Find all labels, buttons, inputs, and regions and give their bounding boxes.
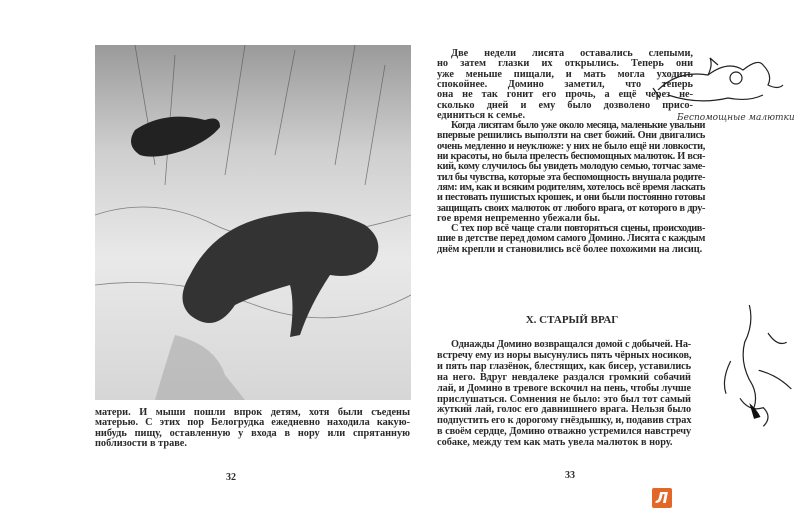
fox-illustration (95, 45, 411, 400)
text-line: защищать своих малюток от любого врага, от которого в дру- (437, 202, 705, 214)
publisher-logo (652, 488, 672, 508)
text-line: но затем глазки их открылись. Теперь они (437, 58, 693, 70)
text-line: поблизости в траве. (95, 437, 187, 449)
text-line: нибудь пищу, оставленную у входа в нору или спрятанную (95, 427, 410, 439)
text-line: единиться к семье. (437, 109, 526, 121)
text-line: в своём сердце, Домино отважно устремился навстречу (437, 426, 691, 438)
text-line: впервые решились выползти на свет божий. Они двигались (437, 130, 705, 142)
illustration-caption: Беспомощные малютки (677, 113, 795, 123)
text-line: кий, кому случилось бы увидеть молодую семью, тотчас заме- (437, 161, 705, 173)
text-line: лям: им, как и всяким родителям, хотелось всё время ласкать (437, 181, 705, 193)
text-line: Две недели лисята оставались слепыми, (451, 48, 693, 59)
text-line: и пестовать пушистых крошек, и они были постоянно готовы (437, 192, 705, 204)
text-line: С тех пор всё чаще стали повторяться сцены, происходив- (451, 223, 705, 235)
text-line: прислушаться. Сомнения не было: это был тот самый (437, 393, 691, 405)
text-line: на него. Вдруг невдалеке раздался громкий собачий (437, 371, 691, 383)
text-line: спокойнее. Домино заметил, что теперь (437, 78, 693, 90)
text-line: Однажды Домино возвращался домой с добычей. На- (451, 339, 691, 350)
text-line: матери. И мыши пошли впрок детям, хотя были съедены (95, 407, 410, 418)
text-line: ни красоты, но была прелесть беспомощных малюток. И вся- (437, 151, 705, 162)
text-line: Когда лисятам было уже около месяца, маленькие увальни (451, 120, 705, 132)
text-line: тил бы чувства, которые эта беспомощность внушала родите- (437, 171, 705, 183)
text-line: сколько дней и ему было дозволено присо- (437, 99, 693, 111)
text-line: матерью. С этих пор Белогрудка ежедневно находила какую- (95, 417, 410, 429)
page-number-right: 33 (565, 470, 575, 481)
logo-letter: Л (655, 489, 669, 507)
text-line: собаке, между тем как мать увела малюток в нору. (437, 437, 673, 449)
chapter-heading: X. СТАРЫЙ ВРАГ (525, 314, 619, 326)
text-line: очень медленно и неуклюже: у них не было ещё ни ловкости, (437, 140, 705, 152)
text-line: жуткий лай, голос его давнишнего врага. Нельзя было (437, 404, 691, 416)
text-line: гое время непременно убежали бы. (437, 212, 600, 224)
running-fox-sketch (712, 300, 796, 450)
text-line: подпустить его к дорогому гнёздышку, и, подавив страх (437, 415, 692, 427)
text-line: она не так гонит его прочь, а ещё через не- (437, 89, 693, 101)
text-line: встречу ему из норы высунулись пять чёрных носиков, (437, 349, 692, 361)
text-line: и пять пар глазёнок, блестящих, как бисер, уставились (437, 360, 691, 372)
fox-cubs-sketch (648, 50, 788, 110)
page-number-left: 32 (226, 472, 236, 483)
text-line: шие в детстве перед домом самого Домино. Лисята с каждым (437, 233, 706, 245)
text-line: лай, и Домино в тревоге вскочил на пень, чтобы лучше (437, 382, 691, 394)
text-line: уже меньше пищали, и мать могла уходить (437, 68, 693, 80)
text-line: днём крепли и становились всё более похожими на лисиц. (437, 243, 703, 255)
